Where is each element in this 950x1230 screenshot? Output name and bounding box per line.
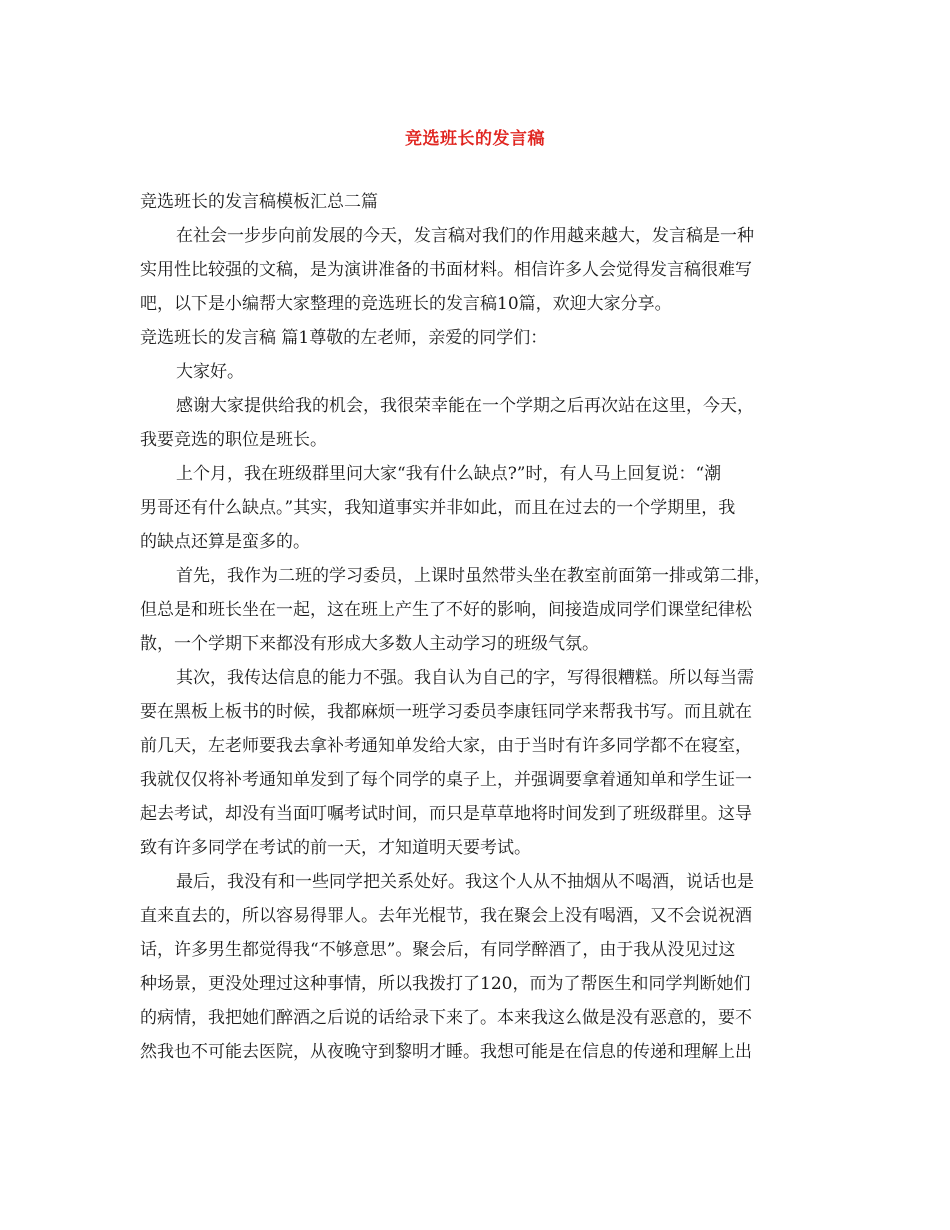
paragraph-line: 起去考试，却没有当面叮嘱考试时间，而只是草草地将时间发到了班级群里。这导 [140, 804, 752, 824]
document-body [140, 192, 818, 1062]
paragraph-line: 在社会一步步向前发展的今天，发言稿对我们的作用越来越大，发言稿是一种 [176, 226, 754, 246]
paragraph-line: 要在黑板上板书的时候，我都麻烦一班学习委员李康钰同学来帮我书写。而且就在 [140, 702, 752, 722]
section-heading-line: 竞选班长的发言稿 篇1尊敬的左老师，亲爱的同学们： [140, 328, 548, 348]
paragraph-line: 实用性比较强的文稿，是为演讲准备的书面材料。相信许多人会觉得发言稿很难写 [140, 260, 752, 280]
paragraph-line: 种场景，更没处理过这种事情，所以我拨打了120，而为了帮医生和同学判断她们 [140, 974, 751, 994]
paragraph-line: 其次，我传达信息的能力不强。我自认为自己的字，写得很糟糕。所以每当需 [176, 668, 754, 688]
document-title: 竞选班长的发言稿 [405, 129, 545, 149]
paragraph-line: 直来直去的，所以容易得罪人。去年光棍节，我在聚会上没有喝酒，又不会说祝酒 [140, 906, 752, 926]
paragraph-line: 致有许多同学在考试的前一天，才知道明天要考试。 [140, 838, 531, 858]
paragraph-line: 的病情，我把她们醉酒之后说的话给录下来了。本来我这么做是没有恶意的，要不 [140, 1008, 752, 1028]
paragraph-line: 的缺点还算是蛮多的。 [140, 532, 310, 552]
paragraph-line: 话，许多男生都觉得我“不够意思”。聚会后，有同学醉酒了，由于我从没见过这 [140, 940, 736, 960]
paragraph-line: 但总是和班长坐在一起，这在班上产生了不好的影响，间接造成同学们课堂纪律松 [140, 600, 752, 620]
paragraph-line: 男哥还有什么缺点。”其实，我知道事实并非如此，而且在过去的一个学期里，我 [140, 498, 736, 518]
paragraph-line: 感谢大家提供给我的机会，我很荣幸能在一个学期之后再次站在这里，今天， [176, 396, 754, 416]
paragraph-line: 最后，我没有和一些同学把关系处好。我这个人从不抽烟从不喝酒，说话也是 [176, 872, 754, 892]
paragraph-line: 我就仅仅将补考通知单发到了每个同学的桌子上，并强调要拿着通知单和学生证一 [140, 770, 752, 790]
paragraph-line: 散，一个学期下来都没有形成大多数人主动学习的班级气氛。 [140, 634, 599, 654]
subtitle-line: 竞选班长的发言稿模板汇总二篇 [140, 192, 378, 212]
paragraph-line: 上个月，我在班级群里问大家“我有什么缺点?”时，有人马上回复说：“潮 [176, 464, 722, 484]
paragraph-line: 大家好。 [176, 362, 244, 382]
paragraph-line: 吧，以下是小编帮大家整理的竞选班长的发言稿10篇，欢迎大家分享。 [140, 294, 672, 314]
paragraph-line: 前几天，左老师要我去拿补考通知单发给大家，由于当时有许多同学都不在寝室， [140, 736, 752, 756]
paragraph-line: 然我也不可能去医院，从夜晚守到黎明才睡。我想可能是在信息的传递和理解上出 [140, 1042, 752, 1062]
paragraph-line: 我要竞选的职位是班长。 [140, 430, 327, 450]
paragraph-line: 首先，我作为二班的学习委员，上课时虽然带头坐在教室前面第一排或第二排， [176, 566, 771, 586]
